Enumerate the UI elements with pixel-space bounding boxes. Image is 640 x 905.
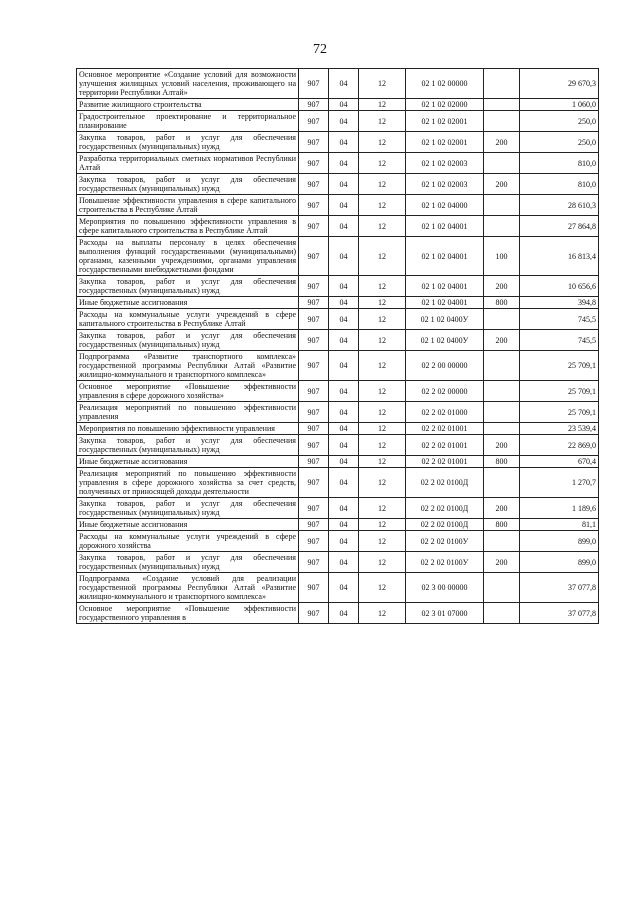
row-amount-cell: 27 864,8 — [520, 216, 599, 237]
row-section-cell: 04 — [329, 99, 359, 111]
row-target-article-cell: 02 3 01 07000 — [406, 603, 484, 624]
row-section-cell: 04 — [329, 456, 359, 468]
row-amount-cell: 1 189,6 — [520, 498, 599, 519]
row-subsection-cell: 12 — [359, 435, 406, 456]
table-row — [77, 456, 599, 468]
row-subsection-cell: 12 — [359, 603, 406, 624]
row-name-cell: Расходы на выплаты персоналу в целях обеспечения выполнения функций государственными (муниципальными) органами, казенными учреждениями, органами управления государственными внебюджетными фондами — [77, 237, 299, 276]
row-grbs-cell: 907 — [299, 276, 329, 297]
row-subsection-cell: 12 — [359, 531, 406, 552]
row-target-article-cell: 02 1 02 04000 — [406, 195, 484, 216]
row-target-article-cell: 02 2 02 01000 — [406, 402, 484, 423]
row-amount-cell: 745,5 — [520, 309, 599, 330]
row-name-cell: Повышение эффективности управления в сфере капитального строительства в Республике Алтай — [77, 195, 299, 216]
row-section-cell: 04 — [329, 531, 359, 552]
row-name-cell: Расходы на коммунальные услуги учреждений в сфере капитального строительства в Республике Алтай — [77, 309, 299, 330]
row-target-article-cell: 02 1 02 04001 — [406, 276, 484, 297]
row-grbs-cell: 907 — [299, 153, 329, 174]
row-subsection-cell: 12 — [359, 423, 406, 435]
row-expense-type-cell: 200 — [484, 435, 520, 456]
row-name-cell: Закупка товаров, работ и услуг для обеспечения государственных (муниципальных) нужд — [77, 276, 299, 297]
row-grbs-cell: 907 — [299, 402, 329, 423]
row-subsection-cell: 12 — [359, 174, 406, 195]
row-section-cell: 04 — [329, 132, 359, 153]
row-grbs-cell: 907 — [299, 99, 329, 111]
row-section-cell: 04 — [329, 402, 359, 423]
row-grbs-cell: 907 — [299, 111, 329, 132]
row-amount-cell: 810,0 — [520, 153, 599, 174]
row-expense-type-cell — [484, 531, 520, 552]
row-subsection-cell: 12 — [359, 351, 406, 381]
table-row — [77, 381, 599, 402]
row-expense-type-cell: 800 — [484, 297, 520, 309]
row-grbs-cell: 907 — [299, 216, 329, 237]
row-section-cell: 04 — [329, 573, 359, 603]
row-name-cell: Реализация мероприятий по повышению эффективности управления — [77, 402, 299, 423]
row-grbs-cell: 907 — [299, 174, 329, 195]
row-expense-type-cell: 200 — [484, 276, 520, 297]
row-amount-cell: 81,1 — [520, 519, 599, 531]
row-name-cell: Расходы на коммунальные услуги учреждений в сфере дорожного хозяйства — [77, 531, 299, 552]
row-amount-cell: 670,4 — [520, 456, 599, 468]
row-amount-cell: 745,5 — [520, 330, 599, 351]
row-section-cell: 04 — [329, 603, 359, 624]
row-section-cell: 04 — [329, 423, 359, 435]
row-amount-cell: 37 077,8 — [520, 603, 599, 624]
row-name-cell: Закупка товаров, работ и услуг для обеспечения государственных (муниципальных) нужд — [77, 132, 299, 153]
row-amount-cell: 1 060,0 — [520, 99, 599, 111]
row-section-cell: 04 — [329, 111, 359, 132]
row-name-cell: Подпрограмма «Создание условий для реализации государственной программы Республики Алтай «Развитие жилищно-коммунального и транспортного комплекса» — [77, 573, 299, 603]
row-expense-type-cell — [484, 402, 520, 423]
row-expense-type-cell: 200 — [484, 174, 520, 195]
row-section-cell: 04 — [329, 174, 359, 195]
row-subsection-cell: 12 — [359, 402, 406, 423]
row-name-cell: Основное мероприятие «Создание условий для возможности улучшения жилищных условий населения, проживающего на территории Республики Алтай» — [77, 69, 299, 99]
row-section-cell: 04 — [329, 276, 359, 297]
table-row — [77, 237, 599, 276]
row-subsection-cell: 12 — [359, 573, 406, 603]
row-subsection-cell: 12 — [359, 132, 406, 153]
row-target-article-cell: 02 2 02 0100У — [406, 531, 484, 552]
row-name-cell: Мероприятия по повышению эффективности управления в сфере капитального строительства в Республике Алтай — [77, 216, 299, 237]
row-grbs-cell: 907 — [299, 519, 329, 531]
table-row — [77, 552, 599, 573]
row-subsection-cell: 12 — [359, 456, 406, 468]
row-name-cell: Мероприятия по повышению эффективности управления — [77, 423, 299, 435]
row-target-article-cell: 02 2 02 0100Д — [406, 468, 484, 498]
row-target-article-cell: 02 2 02 0100Д — [406, 519, 484, 531]
row-amount-cell: 10 656,6 — [520, 276, 599, 297]
table-row — [77, 423, 599, 435]
row-name-cell: Разработка территориальных сметных нормативов Республики Алтай — [77, 153, 299, 174]
row-grbs-cell: 907 — [299, 381, 329, 402]
row-subsection-cell: 12 — [359, 195, 406, 216]
row-target-article-cell: 02 1 02 00000 — [406, 69, 484, 99]
row-grbs-cell: 907 — [299, 498, 329, 519]
row-grbs-cell: 907 — [299, 69, 329, 99]
row-grbs-cell: 907 — [299, 237, 329, 276]
row-subsection-cell: 12 — [359, 309, 406, 330]
row-section-cell: 04 — [329, 552, 359, 573]
row-grbs-cell: 907 — [299, 456, 329, 468]
table-row — [77, 519, 599, 531]
row-grbs-cell: 907 — [299, 423, 329, 435]
row-subsection-cell: 12 — [359, 381, 406, 402]
row-grbs-cell: 907 — [299, 468, 329, 498]
row-target-article-cell: 02 3 00 00000 — [406, 573, 484, 603]
row-grbs-cell: 907 — [299, 603, 329, 624]
row-subsection-cell: 12 — [359, 498, 406, 519]
row-grbs-cell: 907 — [299, 195, 329, 216]
row-section-cell: 04 — [329, 351, 359, 381]
row-target-article-cell: 02 1 02 0400У — [406, 309, 484, 330]
row-expense-type-cell: 200 — [484, 552, 520, 573]
row-expense-type-cell — [484, 216, 520, 237]
row-amount-cell: 394,8 — [520, 297, 599, 309]
row-expense-type-cell — [484, 573, 520, 603]
table-row — [77, 174, 599, 195]
row-section-cell: 04 — [329, 498, 359, 519]
row-amount-cell: 810,0 — [520, 174, 599, 195]
page-number: 72 — [313, 42, 327, 57]
budget-table-body — [77, 69, 599, 624]
row-amount-cell: 250,0 — [520, 132, 599, 153]
row-grbs-cell: 907 — [299, 132, 329, 153]
table-row — [77, 531, 599, 552]
row-section-cell: 04 — [329, 237, 359, 276]
row-subsection-cell: 12 — [359, 153, 406, 174]
row-name-cell: Закупка товаров, работ и услуг для обеспечения государственных (муниципальных) нужд — [77, 174, 299, 195]
row-amount-cell: 25 709,1 — [520, 351, 599, 381]
row-section-cell: 04 — [329, 519, 359, 531]
table-row — [77, 603, 599, 624]
row-subsection-cell: 12 — [359, 111, 406, 132]
table-row — [77, 216, 599, 237]
row-target-article-cell: 02 1 02 02003 — [406, 153, 484, 174]
row-name-cell: Развитие жилищного строительства — [77, 99, 299, 111]
row-amount-cell: 1 270,7 — [520, 468, 599, 498]
row-section-cell: 04 — [329, 195, 359, 216]
row-amount-cell: 25 709,1 — [520, 381, 599, 402]
row-grbs-cell: 907 — [299, 309, 329, 330]
row-section-cell: 04 — [329, 69, 359, 99]
row-amount-cell: 899,0 — [520, 531, 599, 552]
row-target-article-cell: 02 1 02 02003 — [406, 174, 484, 195]
row-section-cell: 04 — [329, 330, 359, 351]
row-section-cell: 04 — [329, 153, 359, 174]
row-target-article-cell: 02 1 02 02001 — [406, 111, 484, 132]
row-expense-type-cell: 200 — [484, 132, 520, 153]
table-row — [77, 351, 599, 381]
table-row — [77, 111, 599, 132]
table-row — [77, 402, 599, 423]
row-target-article-cell: 02 2 02 01001 — [406, 435, 484, 456]
row-subsection-cell: 12 — [359, 552, 406, 573]
row-name-cell: Реализация мероприятий по повышению эффективности управления в сфере дорожного хозяйства за счет средств, полученных от приносящей доходы деятельности — [77, 468, 299, 498]
row-target-article-cell: 02 1 02 04001 — [406, 216, 484, 237]
row-section-cell: 04 — [329, 309, 359, 330]
row-grbs-cell: 907 — [299, 330, 329, 351]
row-name-cell: Основное мероприятие «Повышение эффективности государственного управления в — [77, 603, 299, 624]
row-subsection-cell: 12 — [359, 276, 406, 297]
row-subsection-cell: 12 — [359, 237, 406, 276]
row-amount-cell: 28 610,3 — [520, 195, 599, 216]
row-target-article-cell: 02 2 02 01001 — [406, 423, 484, 435]
row-amount-cell: 22 869,0 — [520, 435, 599, 456]
row-grbs-cell: 907 — [299, 531, 329, 552]
row-expense-type-cell — [484, 111, 520, 132]
row-expense-type-cell — [484, 99, 520, 111]
row-target-article-cell: 02 2 00 00000 — [406, 351, 484, 381]
row-amount-cell: 250,0 — [520, 111, 599, 132]
row-name-cell: Закупка товаров, работ и услуг для обеспечения государственных (муниципальных) нужд — [77, 330, 299, 351]
row-name-cell: Иные бюджетные ассигнования — [77, 519, 299, 531]
table-row — [77, 330, 599, 351]
row-amount-cell: 23 539,4 — [520, 423, 599, 435]
row-section-cell: 04 — [329, 435, 359, 456]
table-row — [77, 573, 599, 603]
row-target-article-cell: 02 1 02 0400У — [406, 330, 484, 351]
row-grbs-cell: 907 — [299, 435, 329, 456]
row-expense-type-cell — [484, 603, 520, 624]
row-subsection-cell: 12 — [359, 330, 406, 351]
row-amount-cell: 16 813,4 — [520, 237, 599, 276]
row-subsection-cell: 12 — [359, 99, 406, 111]
table-row — [77, 99, 599, 111]
row-subsection-cell: 12 — [359, 519, 406, 531]
row-amount-cell: 25 709,1 — [520, 402, 599, 423]
row-grbs-cell: 907 — [299, 573, 329, 603]
table-row — [77, 435, 599, 456]
row-target-article-cell: 02 1 02 02000 — [406, 99, 484, 111]
table-row — [77, 69, 599, 99]
table-row — [77, 276, 599, 297]
row-expense-type-cell — [484, 423, 520, 435]
row-expense-type-cell — [484, 153, 520, 174]
row-subsection-cell: 12 — [359, 69, 406, 99]
row-target-article-cell: 02 2 02 01001 — [406, 456, 484, 468]
row-grbs-cell: 907 — [299, 552, 329, 573]
row-expense-type-cell: 200 — [484, 498, 520, 519]
row-expense-type-cell — [484, 69, 520, 99]
table-row — [77, 195, 599, 216]
row-target-article-cell: 02 2 02 0100У — [406, 552, 484, 573]
row-section-cell: 04 — [329, 381, 359, 402]
row-amount-cell: 37 077,8 — [520, 573, 599, 603]
row-expense-type-cell: 800 — [484, 456, 520, 468]
row-section-cell: 04 — [329, 216, 359, 237]
row-name-cell: Градостроительное проектирование и территориальное планирование — [77, 111, 299, 132]
table-row — [77, 468, 599, 498]
budget-table — [76, 68, 599, 624]
row-expense-type-cell — [484, 351, 520, 381]
row-expense-type-cell — [484, 195, 520, 216]
row-section-cell: 04 — [329, 468, 359, 498]
row-target-article-cell: 02 1 02 04001 — [406, 237, 484, 276]
table-row — [77, 153, 599, 174]
row-section-cell: 04 — [329, 297, 359, 309]
table-row — [77, 132, 599, 153]
row-expense-type-cell: 100 — [484, 237, 520, 276]
row-subsection-cell: 12 — [359, 297, 406, 309]
row-expense-type-cell — [484, 381, 520, 402]
row-target-article-cell: 02 1 02 04001 — [406, 297, 484, 309]
row-grbs-cell: 907 — [299, 297, 329, 309]
row-name-cell: Закупка товаров, работ и услуг для обеспечения государственных (муниципальных) нужд — [77, 435, 299, 456]
row-amount-cell: 899,0 — [520, 552, 599, 573]
row-name-cell: Подпрограмма «Развитие транспортного комплекса» государственной программы Республики Алтай «Развитие жилищно-коммунального и транспортного комплекса» — [77, 351, 299, 381]
row-target-article-cell: 02 2 02 00000 — [406, 381, 484, 402]
row-target-article-cell: 02 1 02 02001 — [406, 132, 484, 153]
row-expense-type-cell: 800 — [484, 519, 520, 531]
table-row — [77, 297, 599, 309]
row-name-cell: Иные бюджетные ассигнования — [77, 297, 299, 309]
row-name-cell: Закупка товаров, работ и услуг для обеспечения государственных (муниципальных) нужд — [77, 552, 299, 573]
row-expense-type-cell — [484, 309, 520, 330]
row-name-cell: Закупка товаров, работ и услуг для обеспечения государственных (муниципальных) нужд — [77, 498, 299, 519]
table-row — [77, 309, 599, 330]
row-target-article-cell: 02 2 02 0100Д — [406, 498, 484, 519]
row-subsection-cell: 12 — [359, 468, 406, 498]
row-name-cell: Иные бюджетные ассигнования — [77, 456, 299, 468]
row-name-cell: Основное мероприятие «Повышение эффективности управления в сфере дорожного хозяйства» — [77, 381, 299, 402]
row-amount-cell: 29 670,3 — [520, 69, 599, 99]
row-subsection-cell: 12 — [359, 216, 406, 237]
row-expense-type-cell: 200 — [484, 330, 520, 351]
row-expense-type-cell — [484, 468, 520, 498]
row-grbs-cell: 907 — [299, 351, 329, 381]
table-row — [77, 498, 599, 519]
